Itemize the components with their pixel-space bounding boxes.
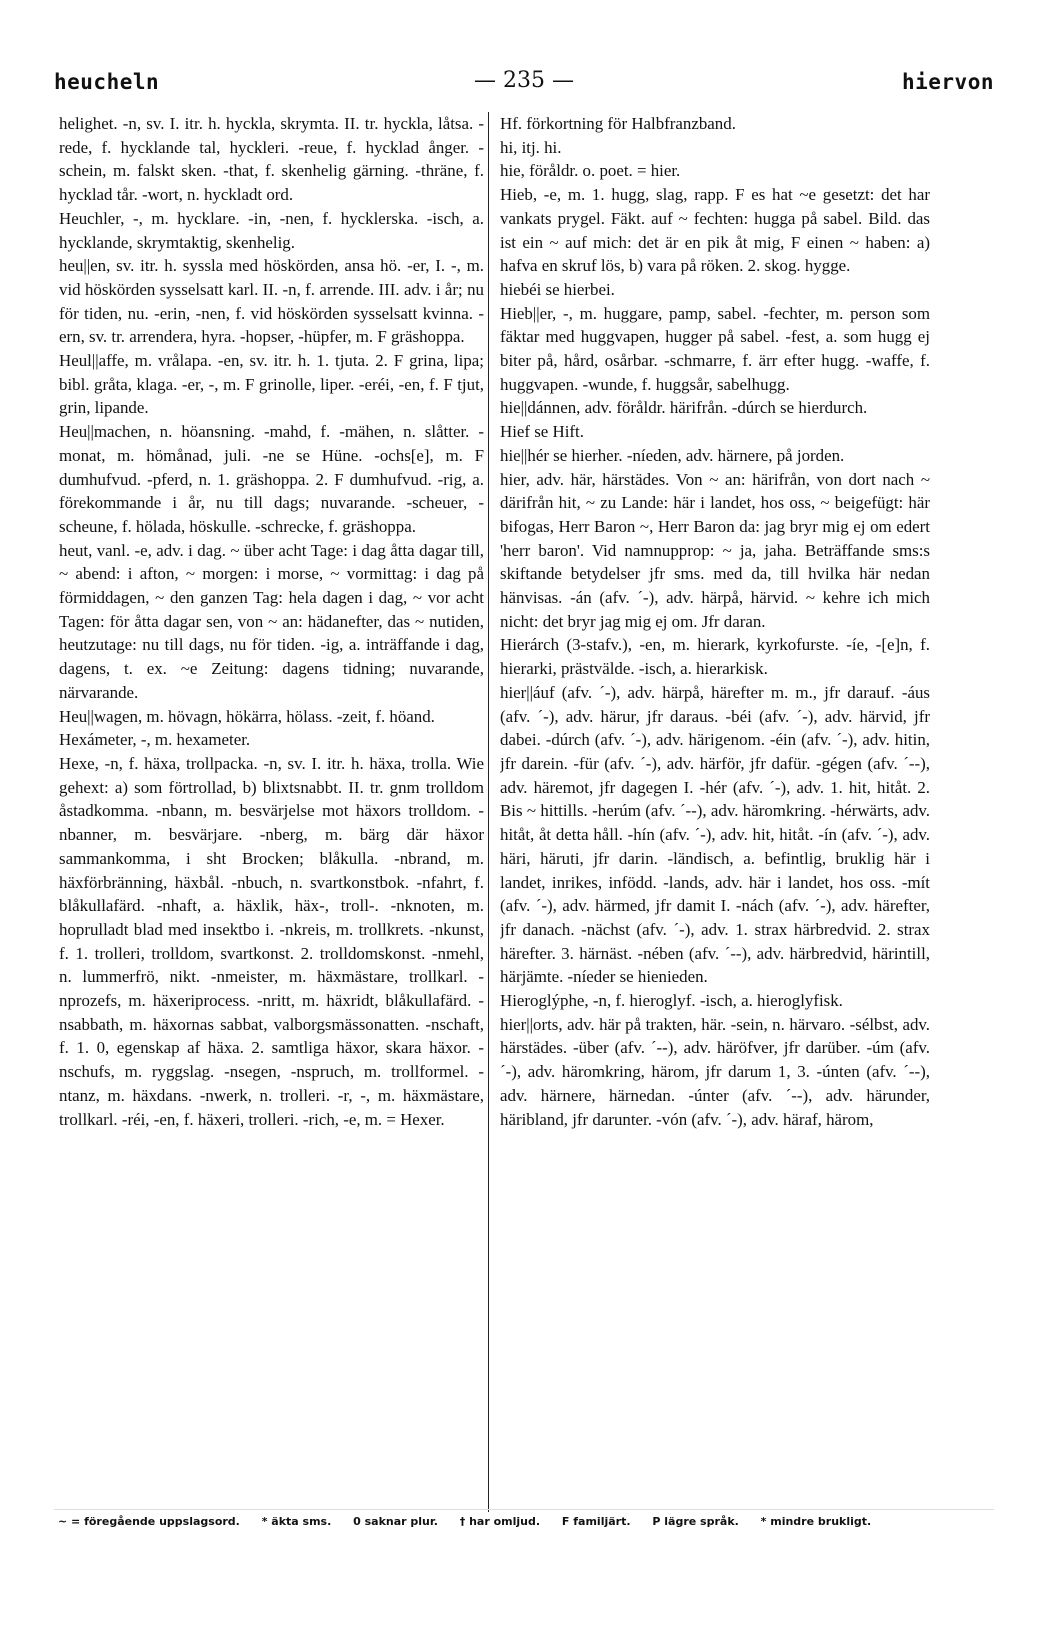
dictionary-entry: Hieroglýphe, -n, f. hieroglyf. -isch, a. hieroglyfisk. bbox=[500, 991, 843, 1011]
legend-item: F familjärt. bbox=[561, 1515, 631, 1528]
dictionary-entry: Heu||wagen, m. hövagn, hökärra, hölass. -zeit, f. höand. bbox=[59, 706, 435, 726]
left-column bbox=[59, 112, 484, 1522]
abbreviation-legend bbox=[58, 1515, 994, 1528]
dictionary-entry: Heu||machen, n. höansning. -mahd, f. -mähen, n. slåtter. -monat, m. hömånad, juli. -ne se Hüne. -ochs[e], m. F dumhufvud. -pferd, n. 1. gräshoppa. 2. F dumhufvud. -rig, a. förekommande i år, nu till dags; nuvarande. -scheuer, -scheune, f. hölada, höskulle. -schrecke, f. gräshoppa. bbox=[59, 422, 484, 536]
header-right-guide-word: hiervon bbox=[901, 70, 994, 94]
legend-item: * äkta sms. bbox=[261, 1515, 332, 1528]
page-number: — 235 — bbox=[474, 68, 574, 93]
footer-rule bbox=[54, 1509, 994, 1510]
dictionary-entry: Hierárch (3-stafv.), -en, m. hierark, kyrkofurste. -íe, -[e]n, f. hierarki, prästvälde. -isch, a. hierarkisk. bbox=[500, 635, 930, 679]
dictionary-entry: Heul||affe, m. vrålapa. -en, sv. itr. h. 1. tjuta. 2. F grina, lipa; bibl. gråta, klaga. -er, -, m. F grinolle, liper. -eréi, -en, f. F tjut, grin, lipande. bbox=[59, 351, 484, 418]
dictionary-entry: heu||en, sv. itr. h. syssla med höskörden, ansa hö. -er, I. -, m. vid höskörden sysselsatt karl. II. -n, f. arrende. III. adv. i år; nu för tiden, nu. -erin, -nen, f. vid höskörden sysselsatt kvinna. -ern, sv. tr. arrendera, hyra. -hopser, -hüpfer, m. F gräshoppa. bbox=[59, 256, 484, 347]
legend-item: † har omljud. bbox=[459, 1515, 541, 1528]
right-column bbox=[500, 112, 930, 1522]
legend-item: * mindre brukligt. bbox=[760, 1515, 872, 1528]
dictionary-entry: Heuchler, -, m. hycklare. -in, -nen, f. hycklerska. -isch, a. hycklande, skrymtaktig, skenhelig. bbox=[59, 208, 484, 252]
dictionary-entry: Hieb, -e, m. 1. hugg, slag, rapp. F es hat ~e gesetzt: det har vankats prygel. Fäkt. auf ~ fechten: hugga på sabel. Bild. das ist ein ~ auf mich: det är en pik åt mig, F einen ~ haben: a) hafva en skruf lös, b) vara på röken. 2. skog. hygge. bbox=[500, 185, 930, 276]
dictionary-entry: helighet. -n, sv. I. itr. h. hyckla, skrymta. II. tr. hyckla, låtsa. -rede, f. hycklande tal, hyckleri. -reue, f. hycklad ånger. -schein, m. falskt sken. -that, f. skenhelig gärning. -thräne, f. hycklad tår. -wort, n. hyckladt ord. bbox=[59, 114, 484, 205]
dictionary-entry: Hieb||er, -, m. huggare, pamp, sabel. -fechter, m. person som fäktar med huggvapen, hugger på sabel. -fest, a. som hugg ej biter på, hård, osårbar. -schmarre, f. ärr efter hugg. -waffe, f. huggvapen. -wunde, f. huggsår, sabelhugg. bbox=[500, 303, 930, 394]
dictionary-entry: hie||hér se hierher. -níeden, adv. härnere, på jorden. bbox=[500, 445, 845, 465]
legend-item: P lägre språk. bbox=[652, 1515, 739, 1528]
dictionary-entry: Hexe, -n, f. häxa, trollpacka. -n, sv. I. itr. h. häxa, trolla. Wie gehext: a) som förtrollad, b) blixtsnabbt. II. tr. gnm trolldom åstadkomma. -nbann, m. besvärjelse mot häxors trolldom. -nbanner, m. besvärjare. -nberg, m. bärg där häxor sammankomma, i sht Brocken; blåkulla. -nbrand, m. häxförbränning, häxbål. -nbuch, n. svartkonstbok. -nfahrt, f. blåkullafärd. -nhaft, a. häxlik, häx-, troll-. -nknoten, m. hoprulladt blad med insektbo i. -nkreis, m. trollkrets. -nkunst, f. 1. trolleri, trolldom, svartkonst. 2. trolldomskonst. -nmehl, n. lummerfrö, nikt. -nmeister, m. häxmästare, trollkarl. -nprozefs, m. häxeriprocess. -nritt, m. häxridt, blåkullafärd. -nsabbath, m. häxornas sabbat, valborgsmässonatten. -nschaft, f. 1. 0, egenskap af häxa. 2. samtliga häxor, skara häxor. -nschufs, m. ryggslag. -nsegen, -nspruch, m. trollformel. -ntanz, m. häxdans. -nwerk, n. trolleri. -r, -, m. häxmästare, trollkarl. -réi, -en, f. häxeri, trolleri. -rich, -e, m. = Hexer. bbox=[59, 753, 484, 1129]
dictionary-entry: Hief se Hift. bbox=[500, 422, 584, 442]
column-divider bbox=[488, 112, 489, 1512]
header-left-guide-word: heucheln bbox=[54, 70, 160, 94]
dictionary-entry: Hf. förkortning för Halbfranzband. bbox=[500, 114, 736, 133]
dictionary-entry: heut, vanl. -e, adv. i dag. ~ über acht Tage: i dag åtta dagar till, ~ abend: i afton, ~ morgen: i morse, ~ vormittag: i dag på förmiddagen, ~ den ganzen Tag: hela dagen i dag, ~ vor acht Tagen: för åtta dagar sen, von ~ an: hädanefter, das ~ nutiden, heutzutage: nu till dags, nu för tiden. -ig, a. inträffande i dag, dagens, t. ex. ~e Zeitung: dagens tidning; nuvarande, närvarande. bbox=[59, 540, 484, 702]
dictionary-entry: hier||orts, adv. här på trakten, här. -sein, n. härvaro. -sélbst, adv. härstädes. -über (afv. ´--), adv. häröfver, jfr darüber. -úm (afv. ´-), adv. häromkring, härom, jfr darum 1, 3. -únten (afv. ´--), adv. härnere, härnedan. -únter (afv. ´--), adv. härunder, häribland, jfr darunter. -vón (afv. ´-), adv. häraf, härom, bbox=[500, 1014, 930, 1129]
dictionary-entry: hiebéi se hierbei. bbox=[500, 279, 615, 299]
dictionary-entry: hi, itj. hi. bbox=[500, 137, 562, 157]
dictionary-entry: hie||dánnen, adv. föråldr. härifrån. -dúrch se hierdurch. bbox=[500, 398, 868, 418]
dictionary-entry: Hexámeter, -, m. hexameter. bbox=[59, 730, 251, 750]
page-header bbox=[54, 64, 994, 98]
legend-item: ~ = föregående uppslagsord. bbox=[58, 1515, 240, 1528]
dictionary-entry: hier, adv. här, härstädes. Von ~ an: härifrån, von dort nach ~ därifrån hit, ~ zu Lande: här i landet, hos oss, ~ beigefügt: här bifogas, Herr Baron ~, Herr Baron da: jag bryr mig ej om edert 'herr baron'. Vid namnupprop: ~ ja, jaha. Beträffande sms:s skiftande betydelser jfr sms. med da, till hvilka här nedan hänvisas. -án (afv. ´-), adv. härpå, härvid. ~ kehre ich mich nicht: det bryr jag mig ej om. Jfr daran. bbox=[500, 469, 930, 631]
legend-item: 0 saknar plur. bbox=[353, 1515, 438, 1528]
dictionary-entry: hie, föråldr. o. poet. = hier. bbox=[500, 161, 681, 181]
dictionary-entry: hier||áuf (afv. ´-), adv. härpå, härefter m. m., jfr darauf. -áus (afv. ´-), adv. härur, jfr daraus. -béi (afv. ´-), adv. härvid, jfr dabei. -dúrch (afv. ´-), adv. härigenom. -éin (afv. ´-), adv. hitin, jfr darein. -für (afv. ´-), adv. härför, jfr dafür. -gégen (afv. ´--), adv. häremot, jfr dagegen I. -hér (afv. ´-), adv. 1. hit, hitåt. 2. Bis ~ hittills. -herúm (afv. ´--), adv. häromkring. -hérwärts, adv. hitåt, åt detta håll. -hín (afv. ´-), adv. hit, hitåt. -ín (afv. ´-), adv. häri, häruti, jfr darin. -ländisch, a. befintlig, bruklig här i landet, inrikes, infödd. -lands, adv. här i landet, hos oss. -mít (afv. ´-), adv. härmed, jfr damit I. -nách (afv. ´-), adv. härefter, jfr danach. -nächst (afv. ´-), adv. 1. strax härbredvid. 2. strax härefter. 3. härnäst. -nében (afv. ´--), adv. härbredvid, härintill, härjämte. -níeder se hienieden. bbox=[500, 682, 930, 987]
